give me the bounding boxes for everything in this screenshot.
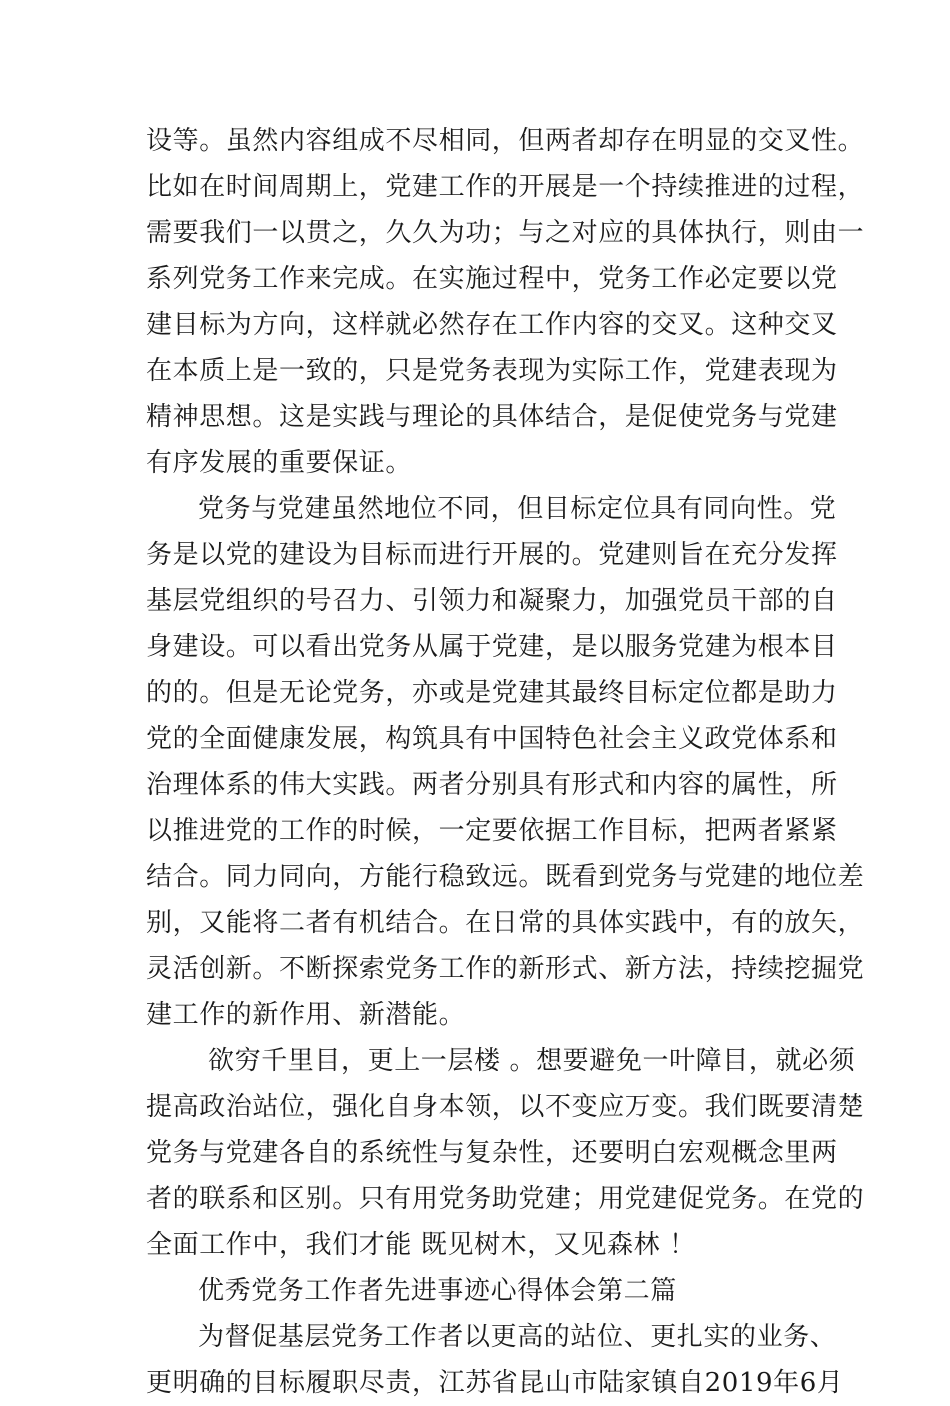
text-line: 党务与党建各自的系统性与复杂性，还要明白宏观概念里两 [146, 1138, 838, 1168]
text-line: 结合。同力同向，方能行稳致远。既看到党务与党建的地位差 [146, 862, 865, 892]
text-line: 建工作的新作用、新潜能。 [146, 1000, 466, 1030]
paragraph-2 [146, 486, 865, 1038]
paragraph-5 [146, 1314, 844, 1406]
text-line: 治理体系的伟大实践。两者分别具有形式和内容的属性，所 [146, 770, 838, 800]
text-line: 精神思想。这是实践与理论的具体结合，是促使党务与党建 [146, 402, 838, 432]
text-line: 比如在时间周期上，党建工作的开展是一个持续推进的过程， [146, 172, 865, 202]
text-line: 党务与党建虽然地位不同，但目标定位具有同向性。党 [198, 494, 837, 524]
text-line: 全面工作中，我们才能 既见树木，又见森林 ！ [146, 1230, 696, 1260]
text-line: 基层党组织的号召力、引领力和凝聚力，加强党员干部的自 [146, 586, 838, 616]
paragraph-1 [146, 118, 865, 486]
text-line: 建目标为方向，这样就必然存在工作内容的交叉。这种交叉 [146, 310, 838, 340]
heading-text: 优秀党务工作者先进事迹心得体会第二篇 [198, 1276, 677, 1306]
document-body [146, 118, 865, 1406]
text-line: 提高政治站位，强化自身本领，以不变应万变。我们既要清楚 [146, 1092, 865, 1122]
text-line: 务是以党的建设为目标而进行开展的。党建则旨在充分发挥 [146, 540, 838, 570]
text-line: 别，又能将二者有机结合。在日常的具体实践中，有的放矢， [146, 908, 865, 938]
text-line: 以推进党的工作的时候，一定要依据工作目标，把两者紧紧 [146, 816, 838, 846]
text-line: 系列党务工作来完成。在实施过程中，党务工作必定要以党 [146, 264, 838, 294]
text-line: 灵活创新。不断探索党务工作的新形式、新方法，持续挖掘党 [146, 954, 865, 984]
section-heading [146, 1268, 806, 1314]
text-line: 设等。虽然内容组成不尽相同，但两者却存在明显的交叉性。 [146, 126, 865, 156]
text-line: 更明确的目标履职尽责，江苏省昆山市陆家镇自2019年6月 [146, 1368, 844, 1398]
text-line: 欲穷千里目，更上一层楼 。想要避免一叶障目，就必须 [208, 1046, 856, 1076]
text-line: 党的全面健康发展，构筑具有中国特色社会主义政党体系和 [146, 724, 838, 754]
text-line: 身建设。可以看出党务从属于党建，是以服务党建为根本目 [146, 632, 838, 662]
text-line: 为督促基层党务工作者以更高的站位、更扎实的业务、 [198, 1322, 837, 1352]
text-line: 在本质上是一致的，只是党务表现为实际工作，党建表现为 [146, 356, 838, 386]
text-line: 有序发展的重要保证。 [146, 448, 413, 478]
text-line: 的的。但是无论党务，亦或是党建其最终目标定位都是助力 [146, 678, 838, 708]
text-line: 者的联系和区别。只有用党务助党建；用党建促党务。在党的 [146, 1184, 865, 1214]
text-line: 需要我们一以贯之，久久为功；与之对应的具体执行，则由一 [146, 218, 865, 248]
paragraph-3 [146, 1038, 865, 1268]
